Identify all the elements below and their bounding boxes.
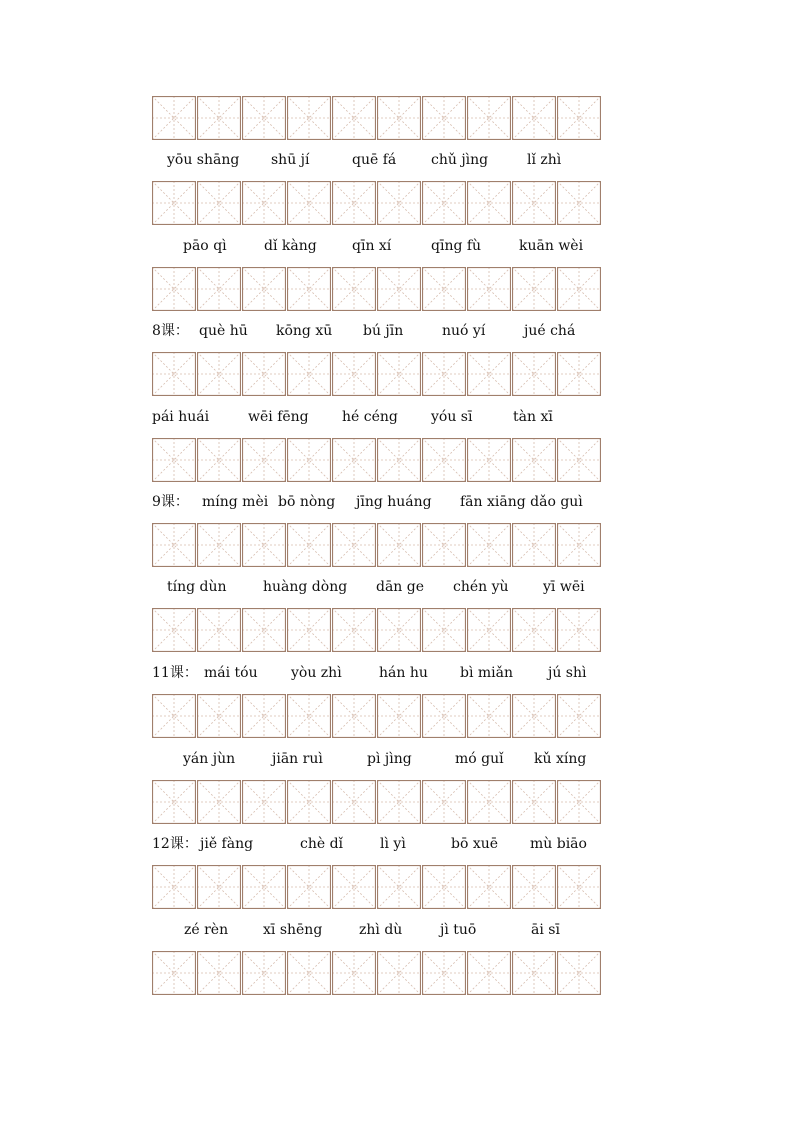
writing-cell[interactable]	[422, 780, 466, 824]
pinyin-word: tíng dùn	[167, 579, 227, 595]
pinyin-word: mái tóu	[204, 665, 258, 681]
writing-cell[interactable]	[512, 352, 556, 396]
writing-cell[interactable]	[197, 694, 241, 738]
writing-cell[interactable]	[152, 96, 196, 140]
writing-cell[interactable]	[152, 780, 196, 824]
writing-cell[interactable]	[152, 181, 196, 225]
pinyin-word: fān xiāng dǎo guì	[460, 494, 583, 510]
pinyin-word: míng mèi	[202, 494, 269, 510]
writing-grid-row	[152, 608, 601, 652]
writing-cell[interactable]	[422, 608, 466, 652]
writing-cell[interactable]	[197, 780, 241, 824]
writing-cell[interactable]	[557, 694, 601, 738]
writing-cell[interactable]	[377, 523, 421, 567]
writing-cell[interactable]	[197, 523, 241, 567]
pinyin-word: tàn xī	[513, 409, 553, 425]
writing-cell[interactable]	[242, 694, 286, 738]
writing-cell[interactable]	[242, 352, 286, 396]
pinyin-word: kǔ xíng	[534, 751, 587, 767]
writing-cell[interactable]	[152, 865, 196, 909]
pinyin-word: jīng huáng	[356, 494, 432, 510]
pinyin-word: hán hu	[379, 665, 428, 681]
pinyin-word: mù biāo	[530, 836, 587, 852]
writing-grid-row	[152, 181, 601, 225]
writing-cell[interactable]	[467, 181, 511, 225]
writing-cell[interactable]	[287, 523, 331, 567]
writing-grid-row	[152, 780, 601, 824]
writing-cell[interactable]	[152, 694, 196, 738]
pinyin-line	[152, 832, 612, 856]
pinyin-word: shū jí	[271, 152, 310, 168]
pinyin-line	[152, 575, 612, 599]
pinyin-word: qīn xí	[352, 238, 392, 254]
pinyin-word: kōng xū	[276, 323, 333, 339]
writing-grid-row	[152, 96, 601, 140]
writing-cell[interactable]	[512, 438, 556, 482]
writing-cell[interactable]	[512, 951, 556, 995]
writing-cell[interactable]	[242, 951, 286, 995]
pinyin-word: què hū	[199, 323, 248, 339]
writing-cell[interactable]	[377, 694, 421, 738]
writing-cell[interactable]	[287, 865, 331, 909]
writing-cell[interactable]	[287, 951, 331, 995]
writing-cell[interactable]	[557, 352, 601, 396]
lesson-label: 9课：	[152, 494, 189, 510]
writing-cell[interactable]	[512, 181, 556, 225]
pinyin-word: yóu sī	[431, 409, 473, 425]
pinyin-word: huàng dòng	[263, 579, 348, 595]
pinyin-word: yán jùn	[183, 751, 236, 767]
writing-cell[interactable]	[242, 865, 286, 909]
writing-cell[interactable]	[422, 694, 466, 738]
writing-cell[interactable]	[242, 523, 286, 567]
pinyin-word: yī wēi	[543, 579, 585, 595]
pinyin-word: wēi fēng	[248, 409, 309, 425]
pinyin-line	[152, 490, 612, 514]
pinyin-word: pāo qì	[183, 238, 227, 254]
writing-cell[interactable]	[332, 865, 376, 909]
pinyin-word: chén yù	[453, 579, 509, 595]
writing-cell[interactable]	[377, 865, 421, 909]
writing-cell[interactable]	[467, 438, 511, 482]
writing-cell[interactable]	[512, 523, 556, 567]
writing-cell[interactable]	[422, 96, 466, 140]
writing-cell[interactable]	[557, 951, 601, 995]
lesson-label: 8课：	[152, 323, 189, 339]
writing-cell[interactable]	[467, 608, 511, 652]
writing-cell[interactable]	[422, 352, 466, 396]
writing-cell[interactable]	[242, 608, 286, 652]
pinyin-word: lì yì	[380, 836, 406, 852]
writing-cell[interactable]	[332, 694, 376, 738]
writing-cell[interactable]	[287, 608, 331, 652]
writing-cell[interactable]	[467, 267, 511, 311]
writing-cell[interactable]	[422, 181, 466, 225]
writing-cell[interactable]	[467, 951, 511, 995]
writing-cell[interactable]	[512, 694, 556, 738]
writing-cell[interactable]	[467, 694, 511, 738]
writing-cell[interactable]	[332, 608, 376, 652]
pinyin-line	[152, 319, 612, 343]
writing-cell[interactable]	[197, 267, 241, 311]
pinyin-word: chǔ jìng	[431, 152, 489, 168]
writing-cell[interactable]	[197, 352, 241, 396]
writing-grid-row	[152, 438, 601, 482]
writing-cell[interactable]	[197, 865, 241, 909]
writing-cell[interactable]	[422, 865, 466, 909]
pinyin-word: yōu shāng	[167, 152, 240, 168]
pinyin-word: āi sī	[531, 922, 560, 938]
writing-cell[interactable]	[467, 523, 511, 567]
writing-cell[interactable]	[512, 96, 556, 140]
writing-cell[interactable]	[512, 780, 556, 824]
writing-cell[interactable]	[557, 181, 601, 225]
pinyin-word: kuān wèi	[519, 238, 584, 254]
pinyin-line	[152, 234, 612, 258]
pinyin-word: pái huái	[152, 409, 210, 425]
writing-cell[interactable]	[287, 780, 331, 824]
writing-grid-row	[152, 352, 601, 396]
writing-cell[interactable]	[332, 523, 376, 567]
pinyin-word: mó guǐ	[455, 751, 504, 767]
writing-cell[interactable]	[287, 694, 331, 738]
writing-cell[interactable]	[557, 608, 601, 652]
writing-cell[interactable]	[422, 267, 466, 311]
writing-cell[interactable]	[422, 523, 466, 567]
pinyin-word: quē fá	[352, 152, 397, 168]
writing-cell[interactable]	[557, 267, 601, 311]
writing-cell[interactable]	[332, 352, 376, 396]
writing-grid-row	[152, 523, 601, 567]
lesson-label: 11课：	[152, 665, 198, 681]
pinyin-word: dān ge	[376, 579, 425, 595]
writing-cell[interactable]	[512, 865, 556, 909]
writing-cell[interactable]	[377, 951, 421, 995]
pinyin-word: xī shēng	[263, 922, 323, 938]
writing-cell[interactable]	[242, 438, 286, 482]
writing-cell[interactable]	[332, 96, 376, 140]
writing-cell[interactable]	[377, 608, 421, 652]
lesson-label: 12课：	[152, 836, 198, 852]
writing-cell[interactable]	[197, 96, 241, 140]
writing-cell[interactable]	[512, 608, 556, 652]
writing-grid-row	[152, 865, 601, 909]
writing-cell[interactable]	[467, 96, 511, 140]
writing-cell[interactable]	[377, 352, 421, 396]
writing-cell[interactable]	[422, 438, 466, 482]
pinyin-word: pì jìng	[367, 751, 412, 767]
writing-cell[interactable]	[242, 181, 286, 225]
pinyin-word: jì tuō	[440, 922, 477, 938]
writing-cell[interactable]	[332, 780, 376, 824]
writing-cell[interactable]	[197, 438, 241, 482]
pinyin-word: bō xuē	[451, 836, 499, 852]
pinyin-line	[152, 405, 612, 429]
pinyin-word: chè dǐ	[300, 836, 344, 852]
pinyin-word: hé céng	[342, 409, 398, 425]
writing-cell[interactable]	[557, 523, 601, 567]
pinyin-word: lǐ zhì	[527, 152, 562, 168]
writing-cell[interactable]	[242, 96, 286, 140]
writing-cell[interactable]	[287, 438, 331, 482]
pinyin-word: yòu zhì	[291, 665, 342, 681]
writing-cell[interactable]	[152, 608, 196, 652]
writing-cell[interactable]	[332, 181, 376, 225]
writing-cell[interactable]	[197, 951, 241, 995]
writing-cell[interactable]	[557, 438, 601, 482]
writing-cell[interactable]	[152, 523, 196, 567]
writing-cell[interactable]	[512, 267, 556, 311]
writing-cell[interactable]	[287, 96, 331, 140]
writing-cell[interactable]	[557, 780, 601, 824]
writing-grid-row	[152, 694, 601, 738]
writing-cell[interactable]	[152, 267, 196, 311]
writing-cell[interactable]	[332, 438, 376, 482]
pinyin-line	[152, 661, 612, 685]
writing-cell[interactable]	[242, 267, 286, 311]
writing-cell[interactable]	[377, 780, 421, 824]
pinyin-word: jiě fàng	[200, 836, 254, 852]
writing-cell[interactable]	[242, 780, 286, 824]
pinyin-word: jú shì	[548, 665, 587, 681]
pinyin-word: jué chá	[524, 323, 576, 339]
pinyin-word: jiān ruì	[272, 751, 323, 767]
writing-grid-row	[152, 267, 601, 311]
writing-cell[interactable]	[332, 951, 376, 995]
writing-cell[interactable]	[557, 96, 601, 140]
pinyin-word: bì miǎn	[460, 665, 514, 681]
writing-cell[interactable]	[422, 951, 466, 995]
writing-cell[interactable]	[377, 181, 421, 225]
pinyin-word: nuó yí	[442, 323, 486, 339]
writing-cell[interactable]	[467, 780, 511, 824]
pinyin-word: bú jīn	[363, 323, 404, 339]
writing-cell[interactable]	[287, 181, 331, 225]
writing-cell[interactable]	[467, 865, 511, 909]
pinyin-word: zhì dù	[359, 922, 403, 938]
pinyin-line	[152, 148, 612, 172]
writing-cell[interactable]	[287, 352, 331, 396]
pinyin-line	[152, 918, 612, 942]
pinyin-line	[152, 747, 612, 771]
pinyin-word: qīng fù	[431, 238, 482, 254]
pinyin-word: bō nòng	[278, 494, 336, 510]
writing-cell[interactable]	[377, 267, 421, 311]
writing-cell[interactable]	[332, 267, 376, 311]
writing-grid-row	[152, 951, 601, 995]
writing-cell[interactable]	[467, 352, 511, 396]
writing-cell[interactable]	[152, 352, 196, 396]
writing-cell[interactable]	[152, 438, 196, 482]
writing-cell[interactable]	[197, 608, 241, 652]
pinyin-word: zé rèn	[184, 922, 229, 938]
writing-cell[interactable]	[152, 951, 196, 995]
writing-cell[interactable]	[197, 181, 241, 225]
writing-cell[interactable]	[287, 267, 331, 311]
writing-cell[interactable]	[557, 865, 601, 909]
pinyin-word: dǐ kàng	[264, 238, 317, 254]
writing-cell[interactable]	[377, 96, 421, 140]
writing-cell[interactable]	[377, 438, 421, 482]
